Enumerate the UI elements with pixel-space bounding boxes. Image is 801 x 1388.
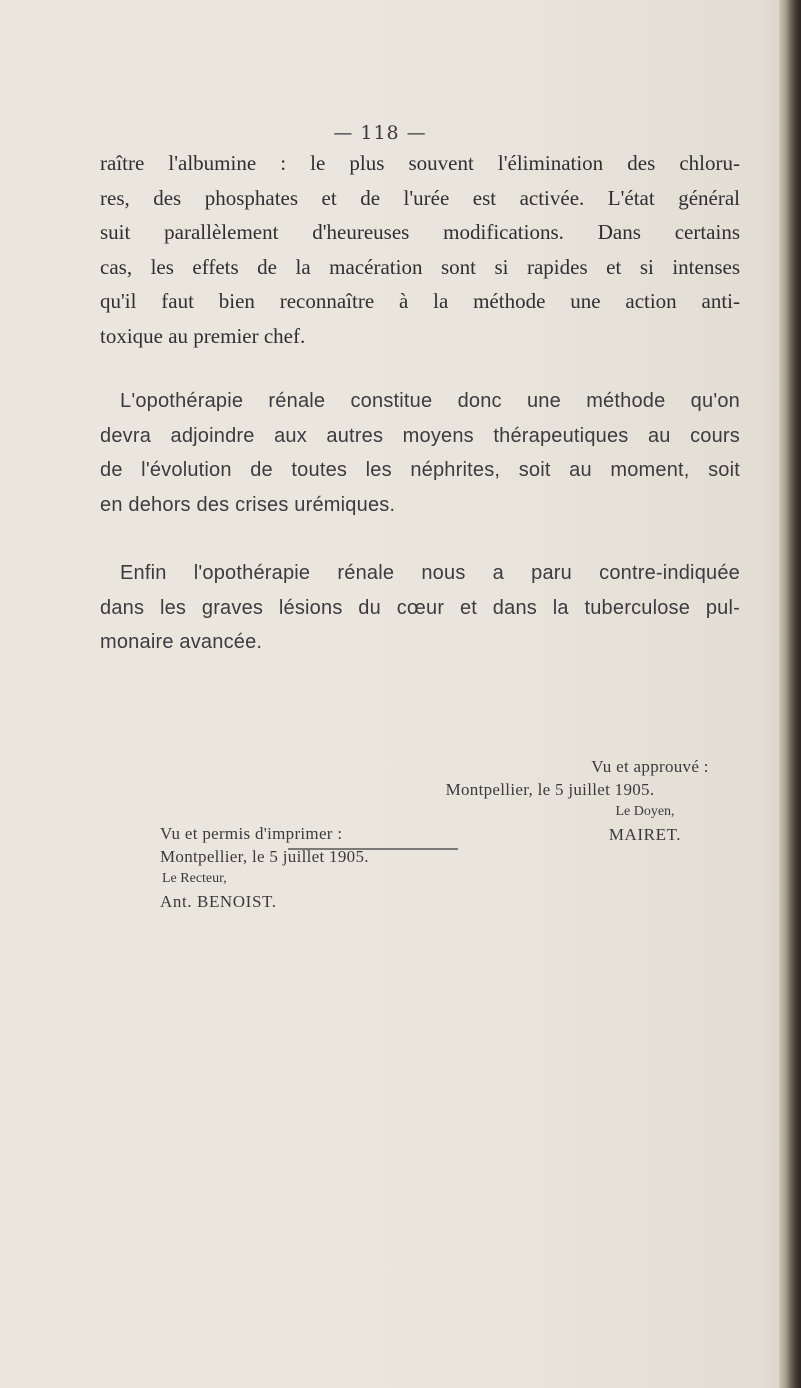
approval-place-date: Montpellier, le 5 juillet 1905. bbox=[160, 847, 369, 866]
text-line: monaire avancée. bbox=[100, 631, 263, 653]
paragraph-opotherapie bbox=[100, 384, 740, 522]
text-line: de l'évolution de toutes les néphrites, soit au moment, soit bbox=[100, 459, 740, 481]
text-line: suit parallèlement d'heureuses modifications. Dans certains bbox=[100, 220, 740, 244]
text-line: devra adjoindre aux autres moyens thérapeutiques au cours bbox=[100, 424, 740, 447]
approval-heading: Vu et approuvé : bbox=[591, 757, 709, 776]
approval-heading: Vu et permis d'imprimer : bbox=[160, 824, 343, 843]
text-line: raître l'albumine : le plus souvent l'élimination des chloru- bbox=[100, 151, 740, 175]
text-line: cas, les effets de la macération sont si rapides et si intenses bbox=[100, 254, 740, 279]
approval-title: Le Doyen, bbox=[615, 804, 675, 819]
text-line: res, des phosphates et de l'urée est activée. L'état général bbox=[100, 185, 740, 210]
text-line: en dehors des crises urémiques. bbox=[100, 493, 396, 516]
approval-signatory: MAIRET. bbox=[608, 825, 682, 844]
approval-signatory: Ant. BENOIST. bbox=[160, 892, 277, 911]
paragraph-contre-indication bbox=[100, 556, 740, 660]
page-number: — 118 — bbox=[333, 122, 427, 144]
text-line: qu'il faut bien reconnaître à la méthode une action anti- bbox=[100, 289, 740, 313]
text-line: L'opothérapie rénale constitue donc une méthode qu'on bbox=[120, 390, 740, 412]
approval-place-date: Montpellier, le 5 juillet 1905. bbox=[445, 780, 655, 799]
rector-approval bbox=[160, 822, 470, 913]
paragraph-albumine bbox=[100, 146, 740, 353]
text-line: Enfin l'opothérapie rénale nous a paru contre-indiquée bbox=[120, 562, 740, 584]
text-line: dans les graves lésions du cœur et dans la tuberculose pul- bbox=[100, 596, 740, 619]
approval-title: Le Recteur, bbox=[162, 871, 227, 886]
text-line: toxique au premier chef. bbox=[100, 323, 306, 348]
page-binding-edge bbox=[779, 0, 801, 1388]
dean-approval bbox=[445, 755, 801, 846]
